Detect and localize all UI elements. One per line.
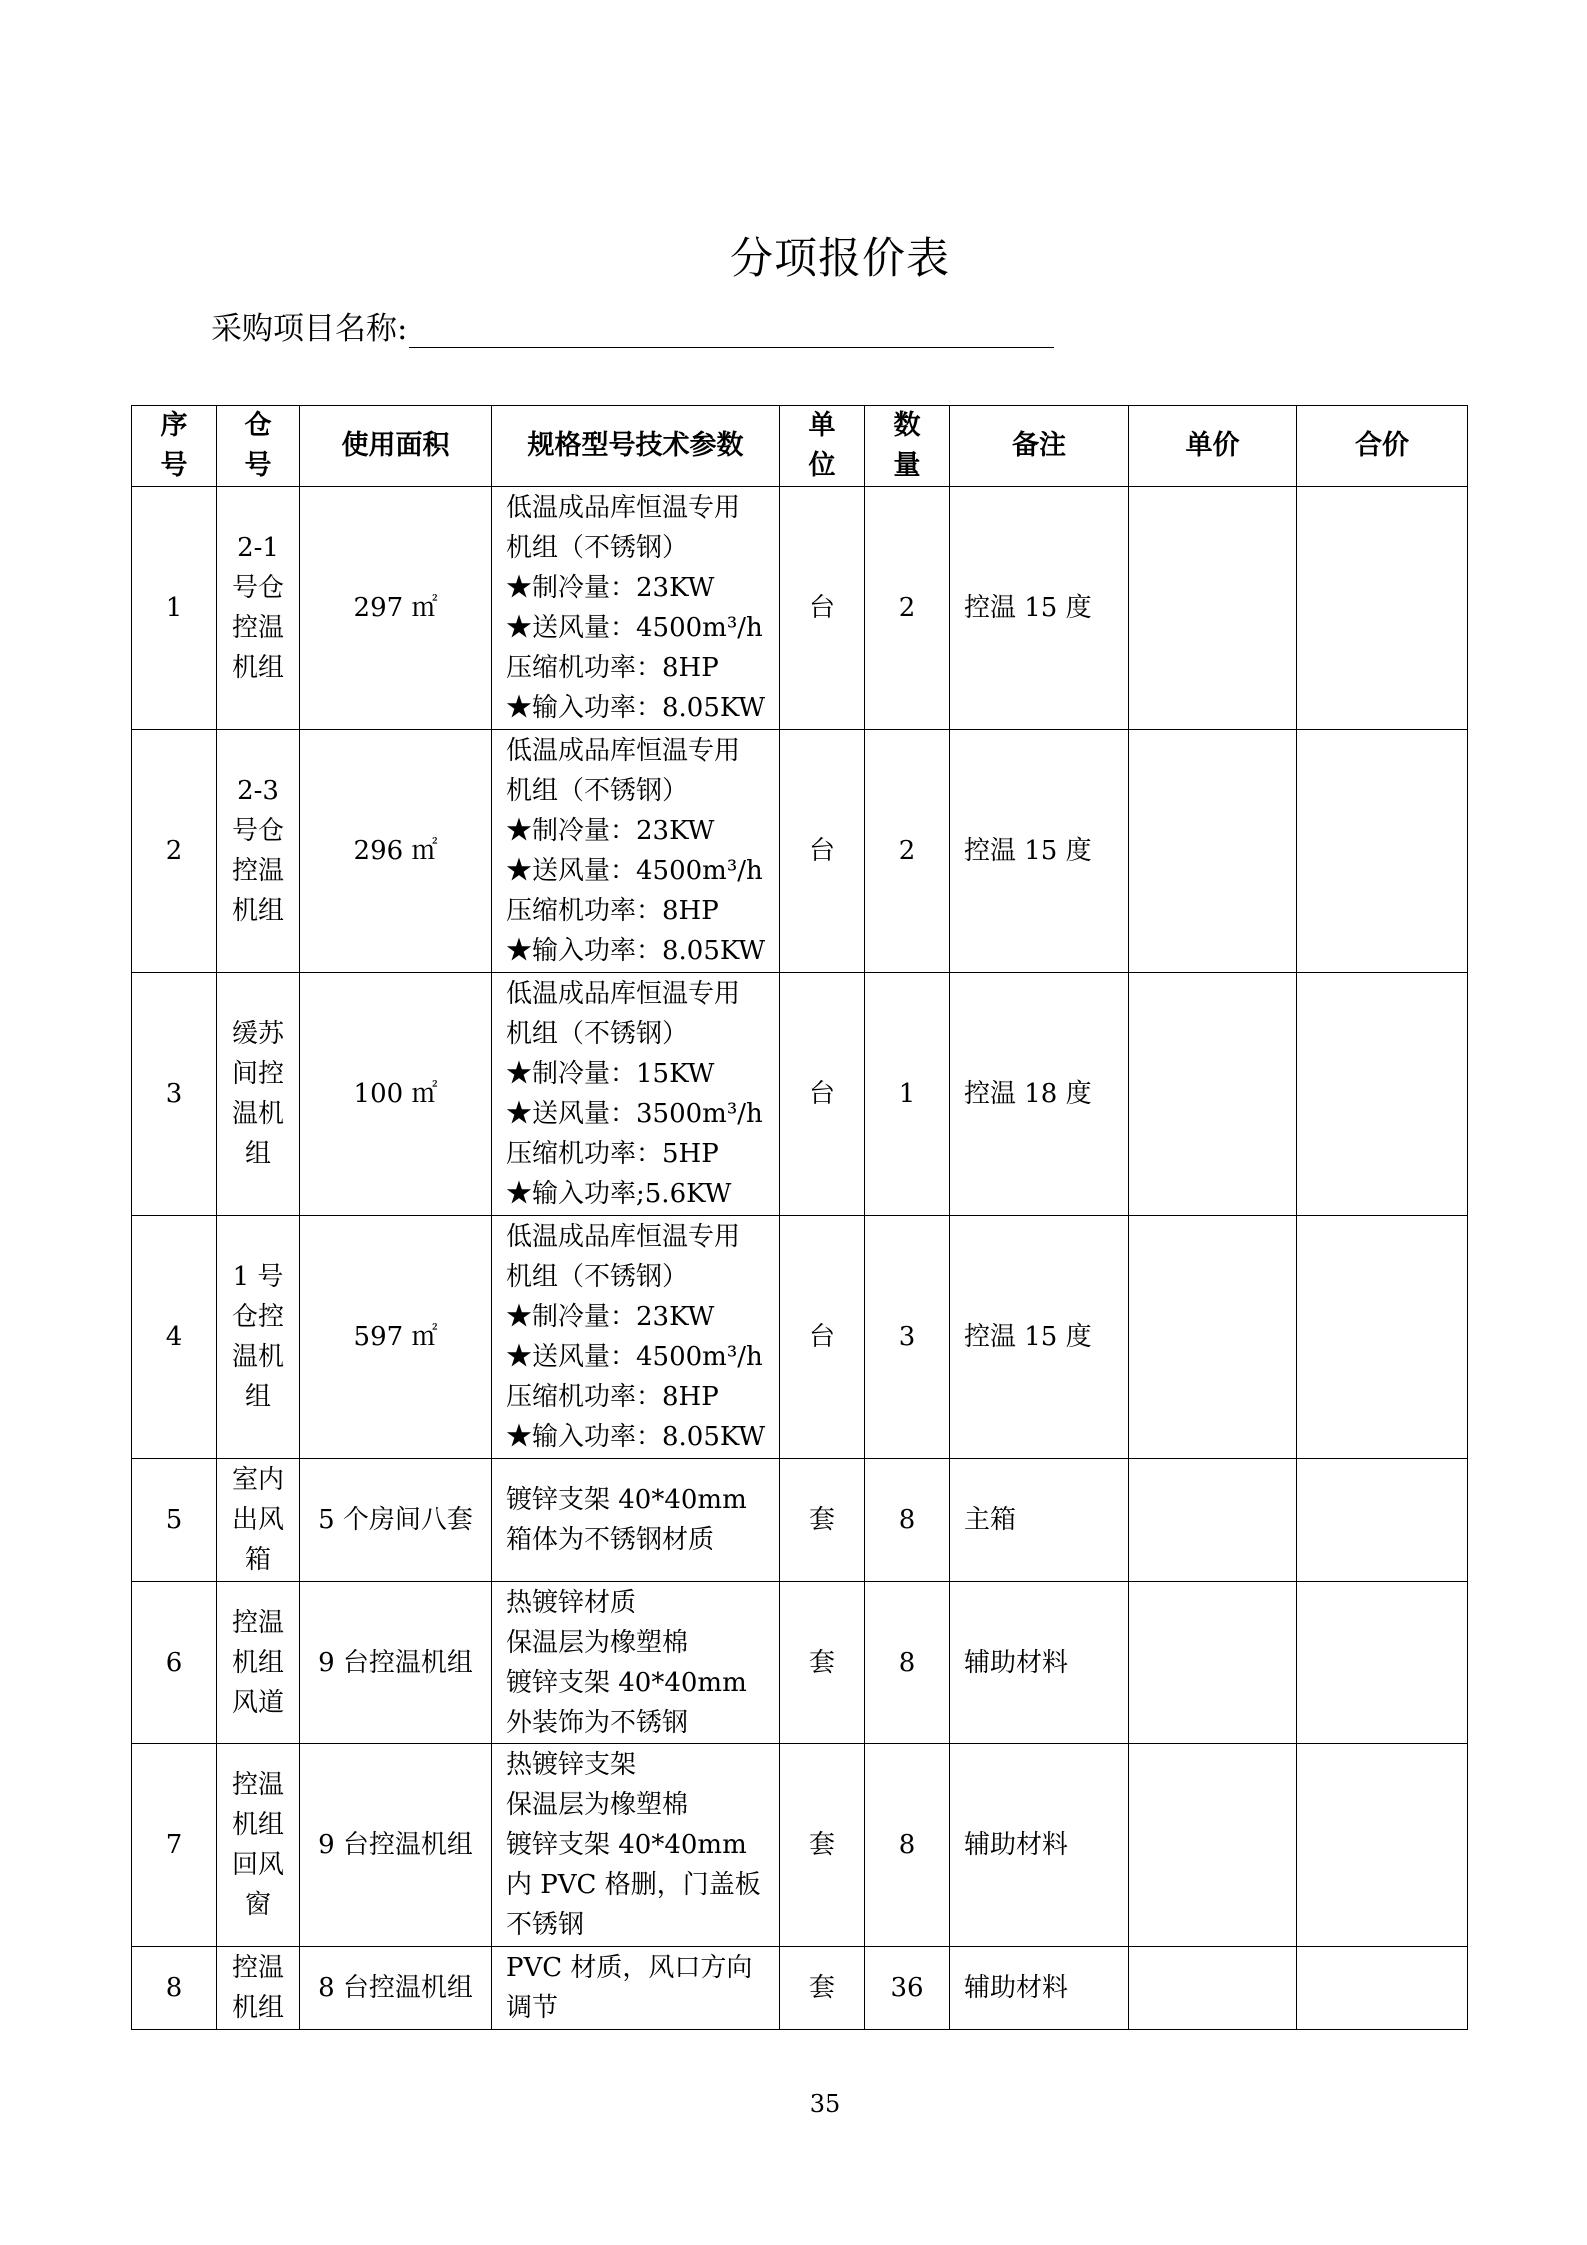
cell-spec [492, 973, 780, 1216]
project-name-label: 采购项目名称: [211, 311, 408, 347]
cell-area: 8 台控温机组 [300, 1947, 492, 2030]
cell-unit-price [1129, 1459, 1297, 1582]
header-total-price: 合价 [1297, 406, 1468, 487]
page-number: 35 [809, 2090, 841, 2118]
cell-remark: 主箱 [950, 1459, 1129, 1582]
table-row [132, 730, 1468, 973]
cell-remark: 控温 15 度 [950, 1216, 1129, 1459]
cell-warehouse-line: 机组 [231, 1647, 284, 1678]
cell-seq: 1 [132, 487, 217, 730]
cell-spec-line: 低温成品库恒温专用 [506, 736, 741, 766]
cell-spec [492, 1216, 780, 1459]
cell-unit: 套 [780, 1459, 865, 1582]
cell-qty: 2 [865, 487, 950, 730]
cell-warehouse-line: 温机 [231, 1342, 284, 1372]
cell-warehouse-line: 控温 [231, 1607, 284, 1638]
header-spec: 规格型号技术参数 [492, 406, 780, 487]
cell-spec [492, 1459, 780, 1582]
cell-total-price [1297, 1216, 1468, 1459]
cell-warehouse-line: 窗 [244, 1890, 271, 1920]
cell-seq: 2 [132, 730, 217, 973]
cell-spec-line: ★制冷量：23KW [506, 573, 715, 603]
cell-warehouse-line: 仓控 [231, 1302, 284, 1332]
cell-qty: 8 [865, 1582, 950, 1744]
cell-warehouse-line: 箱 [244, 1545, 271, 1575]
cell-spec-line: 镀锌支架 40*40mm [506, 1667, 747, 1698]
quote-table [131, 405, 1468, 2030]
cell-spec-line: 机组（不锈钢） [506, 776, 689, 806]
cell-total-price [1297, 1582, 1468, 1744]
cell-spec-line: 压缩机功率：8HP [506, 896, 719, 926]
cell-spec-line: 热镀锌材质 [506, 1587, 637, 1618]
cell-total-price [1297, 973, 1468, 1216]
cell-warehouse-line: 回风 [231, 1850, 284, 1880]
cell-spec-line: 压缩机功率：8HP [506, 653, 719, 683]
header-warehouse: 仓 号 [217, 406, 300, 487]
cell-qty: 8 [865, 1459, 950, 1582]
cell-spec-line: 镀锌支架 40*40mm [506, 1485, 747, 1515]
header-qty: 数 量 [865, 406, 950, 487]
table-row [132, 973, 1468, 1216]
cell-area: 296 ㎡ [300, 730, 492, 973]
cell-spec-line: ★送风量：3500m³/h [506, 1099, 763, 1129]
cell-unit: 套 [780, 1947, 865, 2030]
cell-qty: 8 [865, 1744, 950, 1947]
cell-warehouse-line: 号仓 [231, 573, 284, 603]
cell-unit: 套 [780, 1582, 865, 1744]
cell-remark: 控温 15 度 [950, 730, 1129, 973]
cell-area: 9 台控温机组 [300, 1744, 492, 1947]
table-row [132, 1582, 1468, 1744]
cell-qty: 3 [865, 1216, 950, 1459]
cell-remark: 辅助材料 [950, 1744, 1129, 1947]
cell-warehouse-line: 机组 [231, 896, 284, 926]
cell-unit-price [1129, 1216, 1297, 1459]
cell-area: 100 ㎡ [300, 973, 492, 1216]
cell-seq: 7 [132, 1744, 217, 1947]
cell-spec-line: ★输入功率：8.05KW [506, 936, 766, 966]
cell-spec-line: 机组（不锈钢） [506, 533, 689, 563]
cell-warehouse-line: 缓苏 [231, 1019, 284, 1049]
header-unit-price: 单价 [1129, 406, 1297, 487]
cell-total-price [1297, 1744, 1468, 1947]
table-row [132, 1744, 1468, 1947]
cell-warehouse-line: 风道 [231, 1687, 284, 1718]
cell-unit: 套 [780, 1744, 865, 1947]
cell-spec-line: PVC 材质，风口方向 [506, 1953, 753, 1983]
cell-spec-line: 低温成品库恒温专用 [506, 979, 741, 1009]
cell-spec-line: ★送风量：4500m³/h [506, 856, 763, 886]
cell-spec-line: ★输入功率;5.6KW [506, 1179, 732, 1209]
cell-spec-line: 保温层为橡塑棉 [506, 1790, 689, 1820]
table-row [132, 1216, 1468, 1459]
cell-unit-price [1129, 730, 1297, 973]
cell-unit-price [1129, 1582, 1297, 1744]
cell-unit: 台 [780, 1216, 865, 1459]
cell-qty: 36 [865, 1947, 950, 2030]
cell-spec-line: 机组（不锈钢） [506, 1019, 689, 1049]
cell-warehouse-line: 机组 [231, 1810, 284, 1840]
cell-spec-line: 外装饰为不锈钢 [506, 1707, 689, 1738]
cell-spec-line: ★制冷量：23KW [506, 816, 715, 846]
header-seq: 序 号 [132, 406, 217, 487]
cell-total-price [1297, 1459, 1468, 1582]
header-remark: 备注 [950, 406, 1129, 487]
cell-total-price [1297, 730, 1468, 973]
table-row [132, 487, 1468, 730]
cell-seq: 6 [132, 1582, 217, 1744]
cell-warehouse-line: 控温 [231, 613, 284, 643]
cell-spec-line: ★送风量：4500m³/h [506, 613, 763, 643]
cell-warehouse-line: 机组 [231, 653, 284, 683]
cell-spec-line: ★输入功率：8.05KW [506, 1422, 766, 1452]
cell-spec-line: 低温成品库恒温专用 [506, 493, 741, 523]
cell-warehouse [217, 1582, 300, 1744]
header-area: 使用面积 [300, 406, 492, 487]
cell-remark: 辅助材料 [950, 1582, 1129, 1744]
project-name-blank [409, 313, 1054, 348]
cell-spec-line: 低温成品库恒温专用 [506, 1222, 741, 1252]
cell-warehouse [217, 487, 300, 730]
cell-spec-line: ★制冷量：15KW [506, 1059, 715, 1089]
cell-unit: 台 [780, 973, 865, 1216]
cell-warehouse-line: 2-3 [237, 776, 279, 806]
cell-unit-price [1129, 1744, 1297, 1947]
cell-spec-line: ★制冷量：23KW [506, 1302, 715, 1332]
cell-spec-line: 内 PVC 格删，门盖板 [506, 1870, 761, 1900]
cell-unit: 台 [780, 487, 865, 730]
cell-warehouse-line: 2-1 [237, 533, 279, 563]
cell-spec-line: 不锈钢 [506, 1910, 585, 1940]
cell-warehouse-line: 号仓 [231, 816, 284, 846]
cell-warehouse-line: 组 [244, 1382, 271, 1412]
page-title: 分项报价表 [730, 234, 950, 284]
cell-spec-line: 热镀锌支架 [506, 1750, 637, 1780]
cell-warehouse-line: 1 号 [232, 1262, 284, 1292]
cell-area: 5 个房间八套 [300, 1459, 492, 1582]
cell-total-price [1297, 1947, 1468, 2030]
table-row [132, 1459, 1468, 1582]
cell-seq: 4 [132, 1216, 217, 1459]
project-name-line [211, 303, 1054, 348]
cell-unit-price [1129, 1947, 1297, 2030]
cell-spec-line: 保温层为橡塑棉 [506, 1627, 689, 1658]
cell-spec [492, 1582, 780, 1744]
cell-remark: 控温 18 度 [950, 973, 1129, 1216]
table-header-row [132, 406, 1468, 487]
cell-warehouse-line: 温机 [231, 1099, 284, 1129]
cell-spec [492, 730, 780, 973]
cell-warehouse [217, 1947, 300, 2030]
cell-warehouse-line: 室内 [231, 1465, 284, 1495]
cell-remark: 辅助材料 [950, 1947, 1129, 2030]
cell-warehouse [217, 730, 300, 973]
cell-area: 297 ㎡ [300, 487, 492, 730]
cell-warehouse [217, 1744, 300, 1947]
cell-seq: 5 [132, 1459, 217, 1582]
cell-unit-price [1129, 487, 1297, 730]
cell-warehouse-line: 出风 [231, 1505, 284, 1535]
cell-spec [492, 487, 780, 730]
cell-unit: 台 [780, 730, 865, 973]
cell-total-price [1297, 487, 1468, 730]
table-row [132, 1947, 1468, 2030]
cell-warehouse [217, 1459, 300, 1582]
cell-warehouse-line: 机组 [231, 1993, 284, 2023]
header-unit: 单 位 [780, 406, 865, 487]
cell-spec [492, 1947, 780, 2030]
cell-warehouse [217, 1216, 300, 1459]
cell-warehouse-line: 控温 [231, 1953, 284, 1983]
cell-spec-line: 压缩机功率：8HP [506, 1382, 719, 1412]
cell-spec [492, 1744, 780, 1947]
cell-qty: 2 [865, 730, 950, 973]
cell-spec-line: ★输入功率：8.05KW [506, 693, 766, 723]
cell-unit-price [1129, 973, 1297, 1216]
cell-warehouse-line: 控温 [231, 1770, 284, 1800]
cell-seq: 8 [132, 1947, 217, 2030]
cell-spec-line: 调节 [506, 1993, 559, 2023]
cell-spec-line: 镀锌支架 40*40mm [506, 1830, 747, 1860]
cell-warehouse-line: 间控 [231, 1059, 284, 1089]
cell-spec-line: ★送风量：4500m³/h [506, 1342, 763, 1372]
cell-warehouse [217, 973, 300, 1216]
cell-qty: 1 [865, 973, 950, 1216]
cell-area: 9 台控温机组 [300, 1582, 492, 1744]
cell-spec-line: 机组（不锈钢） [506, 1262, 689, 1292]
cell-remark: 控温 15 度 [950, 487, 1129, 730]
cell-warehouse-line: 组 [244, 1139, 271, 1169]
cell-area: 597 ㎡ [300, 1216, 492, 1459]
cell-spec-line: 箱体为不锈钢材质 [506, 1525, 715, 1555]
cell-warehouse-line: 控温 [231, 856, 284, 886]
cell-spec-line: 压缩机功率：5HP [506, 1139, 719, 1169]
cell-seq: 3 [132, 973, 217, 1216]
